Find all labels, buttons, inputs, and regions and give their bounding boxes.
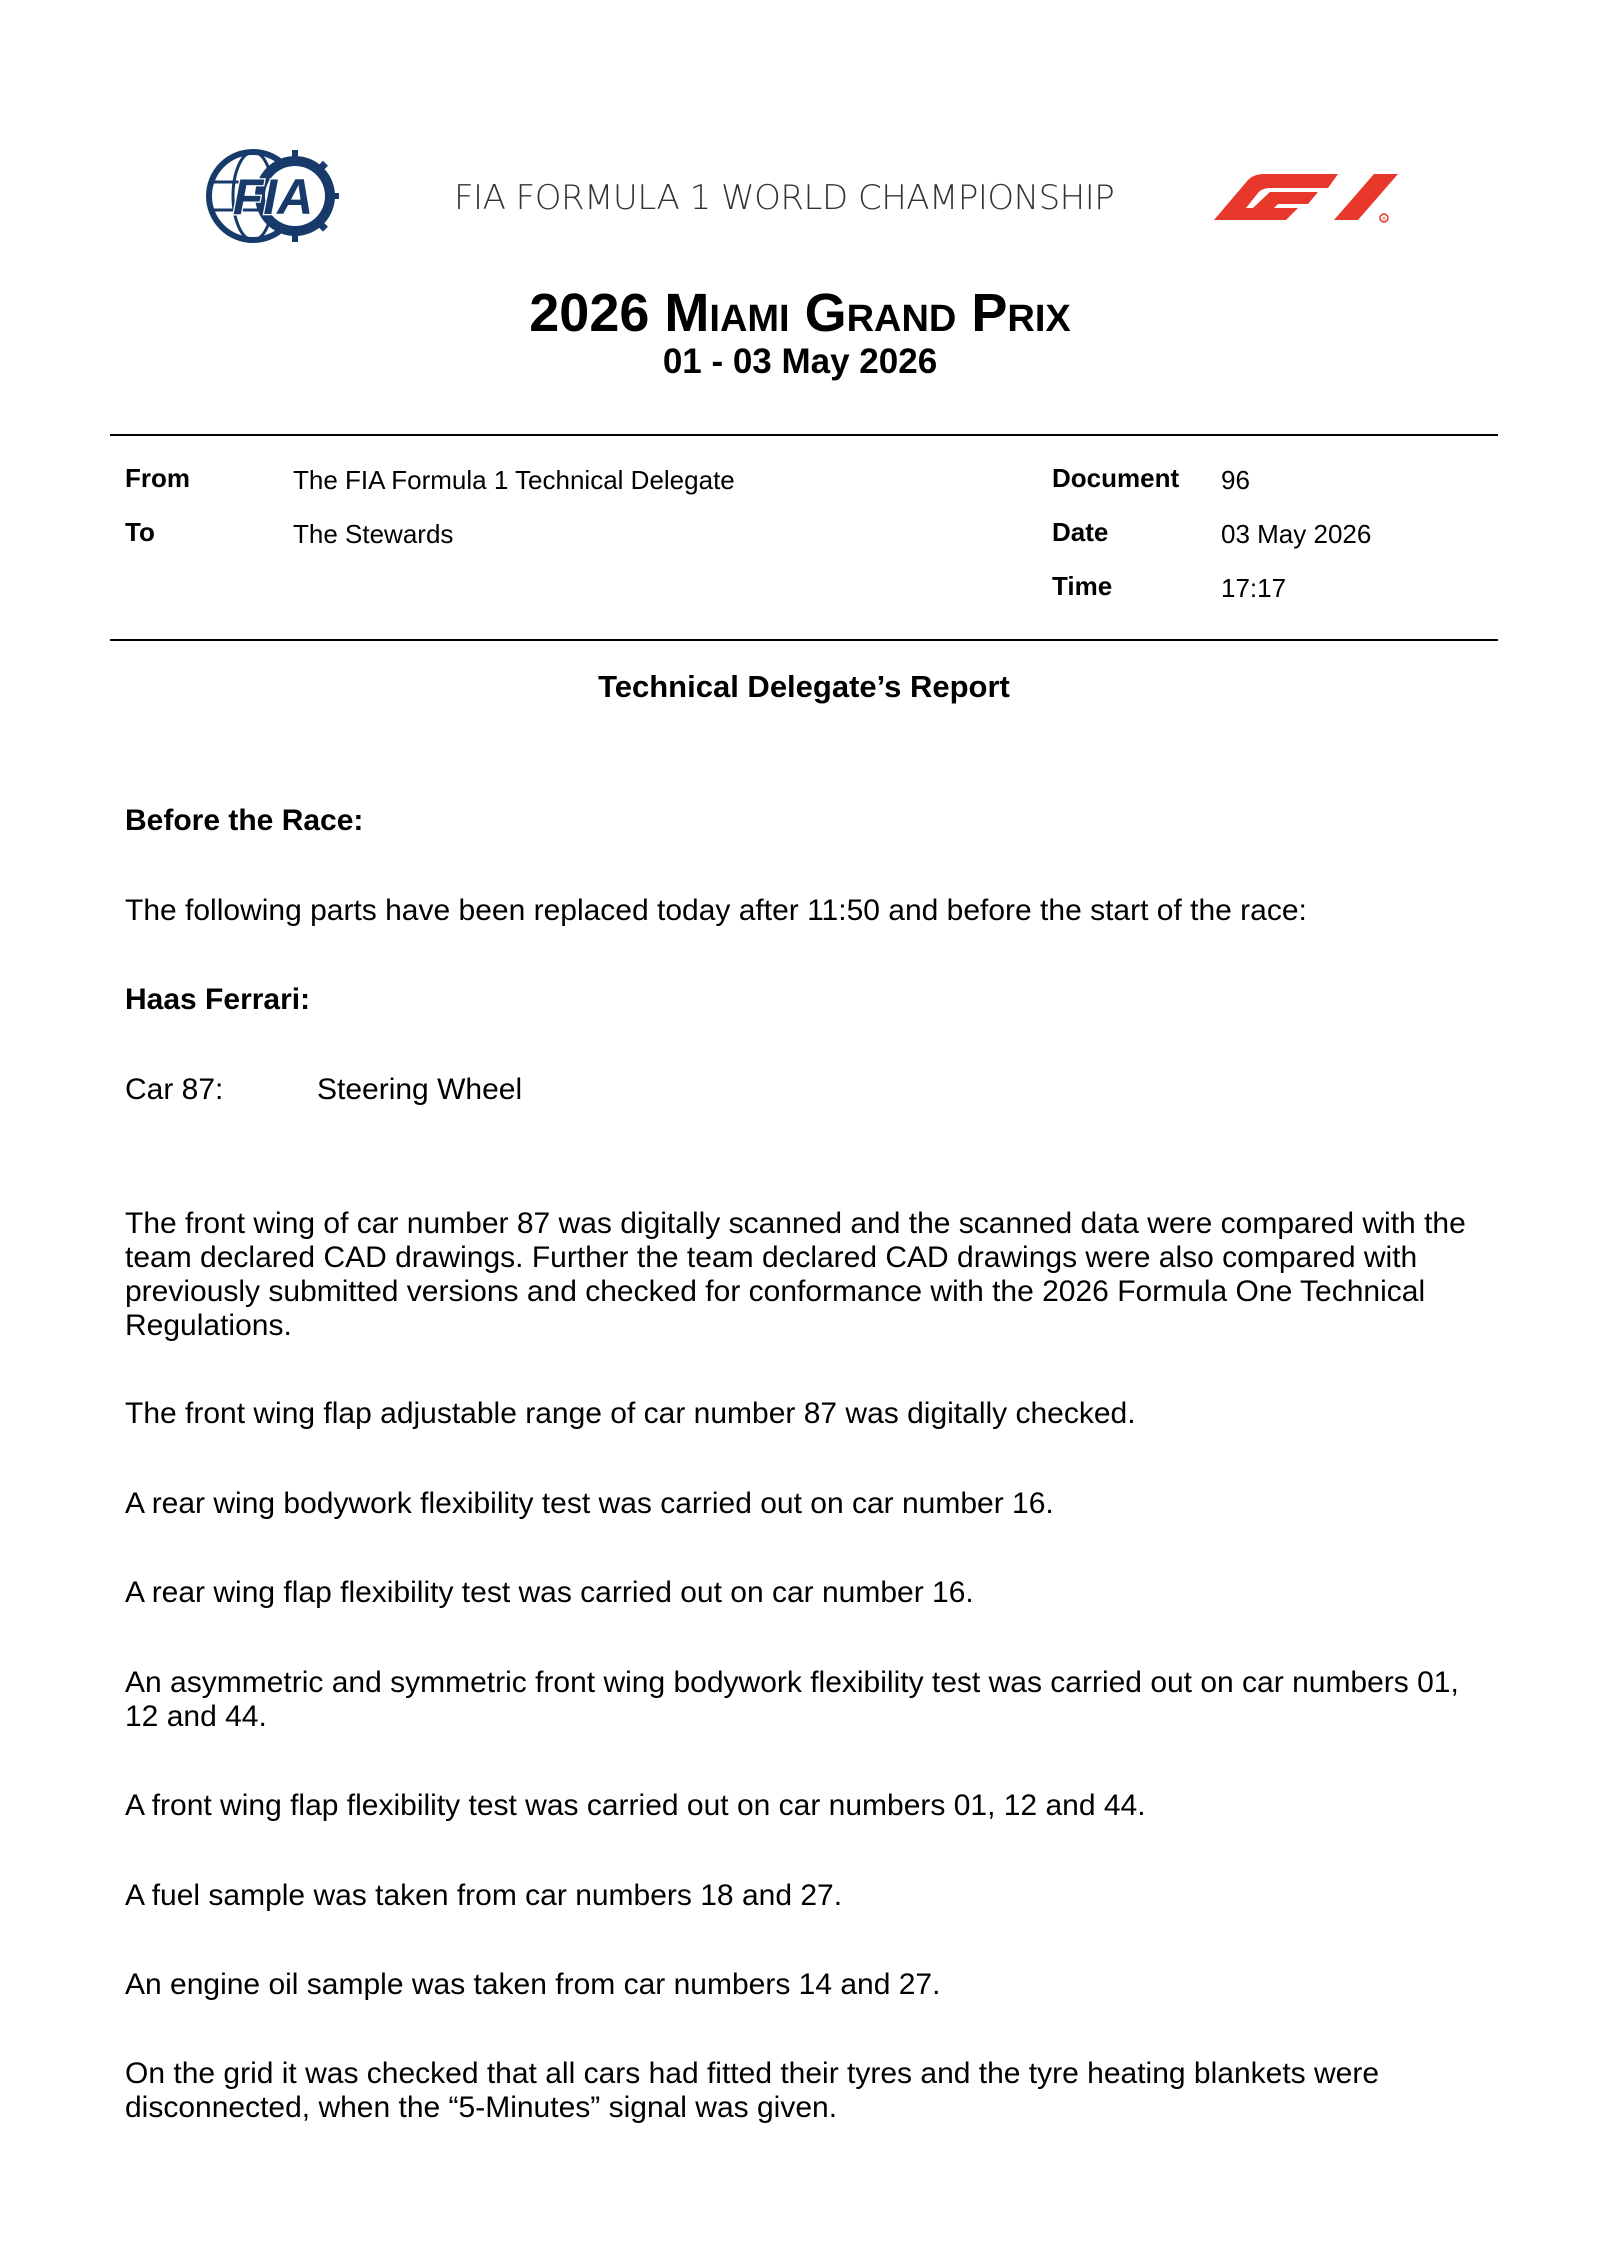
date-label: Date [1052,517,1109,547]
svg-text:®: ® [1382,216,1386,223]
paragraph: A fuel sample was taken from car numbers 18 and 27. [125,1879,843,1912]
section-heading: Before the Race: [125,804,364,837]
from-label: From [125,463,190,493]
paragraph: An engine oil sample was taken from car numbers 14 and 27. [125,1968,941,2001]
replacement-part: Steering Wheel [317,1073,523,1106]
report-title: Technical Delegate’s Report [598,669,1010,704]
bottom-divider [110,639,1498,641]
paragraph: An asymmetric and symmetric front wing bodywork flexibility test was carried out on car numbers 01, 12 and 44. [125,1666,1459,1733]
paragraph: The front wing flap adjustable range of car number 87 was digitally checked. [125,1397,1136,1430]
fia-logo [205,148,341,244]
time-value: 17:17 [1221,573,1287,603]
time-label: Time [1052,571,1113,601]
to-label: To [125,517,155,547]
paragraph: A front wing flap flexibility test was carried out on car numbers 01, 12 and 44. [125,1789,1146,1822]
date-value: 03 May 2026 [1221,519,1372,549]
event-dates: 01 - 03 May 2026 [662,342,938,381]
document-label: Document [1052,463,1180,493]
to-value: The Stewards [293,519,454,549]
event-year: 2026 [529,283,650,343]
paragraph: A rear wing bodywork flexibility test was carried out on car number 16. [125,1487,1054,1520]
event-name: Miami Grand Prix [664,283,1071,343]
document-number: 96 [1221,465,1250,495]
top-divider [110,434,1498,436]
paragraph: The front wing of car number 87 was digitally scanned and the scanned data were compared with the team declared CAD drawings. Further the team declared CAD drawings were also compared with previously submitted versions and checked for conformance with the 2026 Formula One Technical Regulations. [125,1207,1466,1342]
f1-logo [1206,168,1402,226]
paragraph: On the grid it was checked that all cars had fitted their tyres and the tyre heating blankets were disconnected, when the “5-Minutes” signal was given. [125,2057,1380,2124]
document-header [0,0,1600,260]
from-value: The FIA Formula 1 Technical Delegate [293,465,735,495]
event-title [0,280,1600,346]
team-heading: Haas Ferrari: [125,983,311,1016]
fia-logo-letters: FIA [232,169,314,225]
intro-paragraph: The following parts have been replaced today after 11:50 and before the start of the race: [125,894,1307,927]
paragraph: A rear wing flap flexibility test was carried out on car number 16. [125,1576,974,1609]
championship-name: FIA FORMULA 1 WORLD CHAMPIONSHIP [454,178,1115,218]
replacement-car: Car 87: [125,1073,224,1106]
